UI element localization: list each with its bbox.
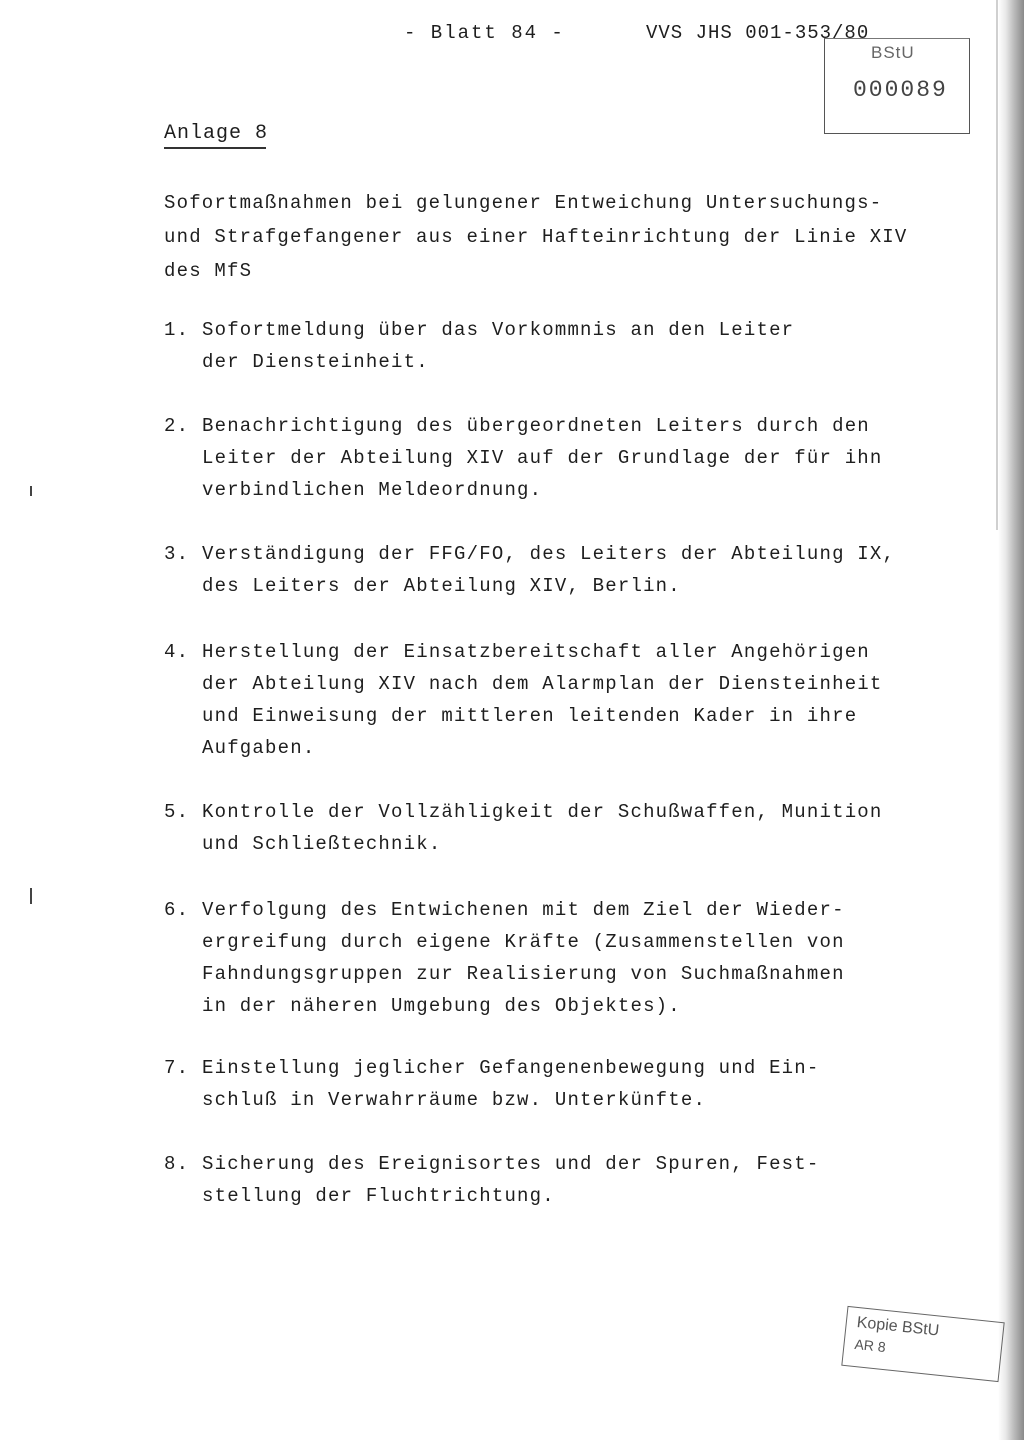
list-item-6: [164, 894, 944, 1022]
document-reference: VVS JHS 001-353/80: [646, 22, 870, 44]
scan-edge-shadow: [998, 0, 1024, 1440]
list-item-4: [164, 636, 944, 764]
list-item-line: Aufgaben.: [202, 737, 316, 759]
list-item-1: [164, 314, 944, 378]
list-item-number: 3.: [164, 543, 190, 565]
appendix-title: Anlage 8: [164, 122, 269, 145]
list-item-line: und Schließtechnik.: [202, 833, 442, 855]
list-item-number: 8.: [164, 1153, 190, 1175]
list-item-line: Benachrichtigung des übergeordneten Leiters durch den: [202, 415, 870, 437]
intro-paragraph: [164, 186, 944, 288]
list-item-line: und Einweisung der mittleren leitenden Kader in ihre: [202, 705, 858, 727]
list-item-line: der Abteilung XIV nach dem Alarmplan der Diensteinheit: [202, 673, 883, 695]
list-item-7: [164, 1052, 944, 1116]
copy-stamp-line2: AR 8: [853, 1335, 887, 1356]
list-item-number: 1.: [164, 319, 190, 341]
list-item-line: Verfolgung des Entwichenen mit dem Ziel der Wieder-: [202, 899, 845, 921]
archive-stamp-number: 000089: [853, 77, 948, 103]
list-item-2: [164, 410, 944, 506]
list-item-line: Sicherung des Ereignisortes und der Spuren, Fest-: [202, 1153, 820, 1175]
list-item-line: in der näheren Umgebung des Objektes).: [202, 995, 681, 1017]
list-item-8: [164, 1148, 944, 1212]
list-item-line: Einstellung jeglicher Gefangenenbewegung und Ein-: [202, 1057, 820, 1079]
list-item-line: Verständigung der FFG/FO, des Leiters der Abteilung IX,: [202, 543, 896, 565]
list-item-number: 6.: [164, 899, 190, 921]
list-item-number: 5.: [164, 801, 190, 823]
intro-line: des MfS: [164, 260, 253, 282]
appendix-title-underline: [164, 147, 266, 149]
scan-edge-line: [996, 0, 998, 530]
list-item-line: Leiter der Abteilung XIV auf der Grundlage der für ihn: [202, 447, 883, 469]
intro-line: Sofortmaßnahmen bei gelungener Entweichung Untersuchungs-: [164, 192, 883, 214]
list-item-5: [164, 796, 944, 860]
copy-stamp: [841, 1306, 1004, 1382]
list-item-line: schluß in Verwahrräume bzw. Unterkünfte.: [202, 1089, 707, 1111]
list-item-line: stellung der Fluchtrichtung.: [202, 1185, 555, 1207]
list-item-line: verbindlichen Meldeordnung.: [202, 479, 543, 501]
list-item-line: Sofortmeldung über das Vorkommnis an den Leiter: [202, 319, 795, 341]
copy-stamp-line1: Kopie BStU: [855, 1314, 941, 1340]
list-item-line: Kontrolle der Vollzähligkeit der Schußwaffen, Munition: [202, 801, 883, 823]
archive-stamp-org: BStU: [871, 43, 915, 62]
list-item-3: [164, 538, 944, 602]
list-item-line: Herstellung der Einsatzbereitschaft aller Angehörigen: [202, 641, 870, 663]
intro-line: und Strafgefangener aus einer Hafteinrichtung der Linie XIV: [164, 226, 908, 248]
page-label: - Blatt 84 -: [404, 22, 565, 44]
list-item-number: 7.: [164, 1057, 190, 1079]
list-item-line: des Leiters der Abteilung XIV, Berlin.: [202, 575, 681, 597]
archive-stamp: [824, 38, 970, 134]
list-item-line: Fahndungsgruppen zur Realisierung von Suchmaßnahmen: [202, 963, 845, 985]
margin-mark: [30, 888, 32, 904]
list-item-line: der Diensteinheit.: [202, 351, 429, 373]
list-item-line: ergreifung durch eigene Kräfte (Zusammenstellen von: [202, 931, 845, 953]
list-item-number: 2.: [164, 415, 190, 437]
list-item-number: 4.: [164, 641, 190, 663]
margin-mark: [30, 486, 32, 496]
